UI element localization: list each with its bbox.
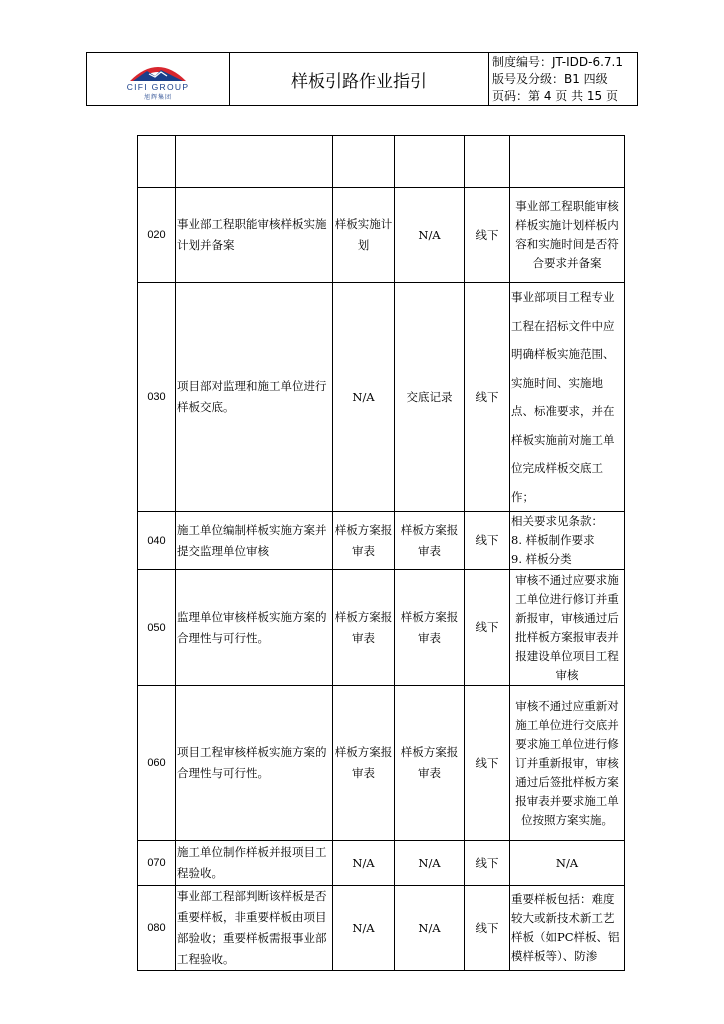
step-no: 070 (138, 841, 176, 886)
step-output: 交底记录 (395, 283, 465, 512)
step-input (333, 136, 395, 188)
step-output: N/A (395, 188, 465, 283)
step-mode: 线下 (465, 886, 510, 971)
table-row (138, 686, 625, 841)
step-input: 样板方案报审表 (333, 570, 395, 686)
step-mode: 线下 (465, 570, 510, 686)
step-activity: 施工单位编制样板实施方案并提交监理单位审核 (176, 512, 333, 570)
step-no: 080 (138, 886, 176, 971)
step-input: 样板实施计划 (333, 188, 395, 283)
step-note (510, 136, 625, 188)
note-line: 相关要求见条款： (511, 514, 603, 528)
step-activity: 事业部工程部判断该样板是否重要样板，非重要样板由项目部验收；重要样板需报事业部工程验收。 (176, 886, 333, 971)
step-output: N/A (395, 886, 465, 971)
step-input: 样板方案报审表 (333, 512, 395, 570)
logo-text-cn: 旭辉集团 (143, 94, 172, 101)
step-no (138, 136, 176, 188)
step-mode: 线下 (465, 188, 510, 283)
step-input: N/A (333, 886, 395, 971)
document-meta (489, 53, 637, 105)
step-output: 样板方案报审表 (395, 686, 465, 841)
step-mode: 线下 (465, 512, 510, 570)
step-note: 审核不通过应重新对施工单位进行交底并要求施工单位进行修订并重新报审，审核通过后签批样板方案报审表并要求施工单位按照方案实施。 (510, 686, 625, 841)
step-no: 020 (138, 188, 176, 283)
company-logo (87, 53, 230, 105)
step-output: 样板方案报审表 (395, 570, 465, 686)
step-activity: 项目工程审核样板实施方案的合理性与可行性。 (176, 686, 333, 841)
step-note: N/A (510, 841, 625, 886)
step-output: 样板方案报审表 (395, 512, 465, 570)
step-note: 审核不通过应要求施工单位进行修订并重新报审，审核通过后批样板方案报审表并报建设单位项目工程审核 (510, 570, 625, 686)
table-row (138, 188, 625, 283)
document-title: 样板引路作业指引 (230, 53, 489, 105)
step-note: 重要样板包括：难度较大或新技术新工艺样板（如PC样板、铝模样板等）、防渗 (510, 886, 625, 971)
cifi-logo-icon (127, 57, 189, 83)
step-mode: 线下 (465, 841, 510, 886)
step-input: N/A (333, 841, 395, 886)
step-activity (176, 136, 333, 188)
document-header (86, 52, 638, 106)
step-input: N/A (333, 283, 395, 512)
doc-number: 制度编号：JT-IDD-6.7.1 (492, 54, 623, 69)
step-note: 事业部项目工程专业工程在招标文件中应明确样板实施范围、实施时间、实施地点、标准要求，并在样板实施前对施工单位完成样板交底工作； (510, 283, 625, 512)
step-output: N/A (395, 841, 465, 886)
step-note (510, 512, 625, 570)
table-row (138, 136, 625, 188)
step-mode: 线下 (465, 686, 510, 841)
table-row (138, 512, 625, 570)
step-no: 060 (138, 686, 176, 841)
step-activity: 项目部对监理和施工单位进行样板交底。 (176, 283, 333, 512)
table-row (138, 283, 625, 512)
process-table (137, 135, 625, 971)
step-activity: 监理单位审核样板实施方案的合理性与可行性。 (176, 570, 333, 686)
note-line: 8. 样板制作要求 (511, 533, 595, 547)
step-activity: 事业部工程职能审核样板实施计划并备案 (176, 188, 333, 283)
note-line: 9. 样板分类 (511, 552, 572, 566)
step-note: 事业部工程职能审核样板实施计划样板内容和实施时间是否符合要求并备案 (510, 188, 625, 283)
table-row (138, 841, 625, 886)
table-row (138, 570, 625, 686)
table-row (138, 886, 625, 971)
step-activity: 施工单位制作样板并报项目工程验收。 (176, 841, 333, 886)
doc-version: 版号及分级：B1 四级 (492, 71, 608, 86)
doc-page: 页码：第 4 页 共 15 页 (492, 88, 618, 103)
step-no: 040 (138, 512, 176, 570)
step-mode (465, 136, 510, 188)
logo-text-en: CIFI GROUP (126, 82, 190, 92)
step-no: 030 (138, 283, 176, 512)
step-output (395, 136, 465, 188)
step-input: 样板方案报审表 (333, 686, 395, 841)
step-no: 050 (138, 570, 176, 686)
step-mode: 线下 (465, 283, 510, 512)
